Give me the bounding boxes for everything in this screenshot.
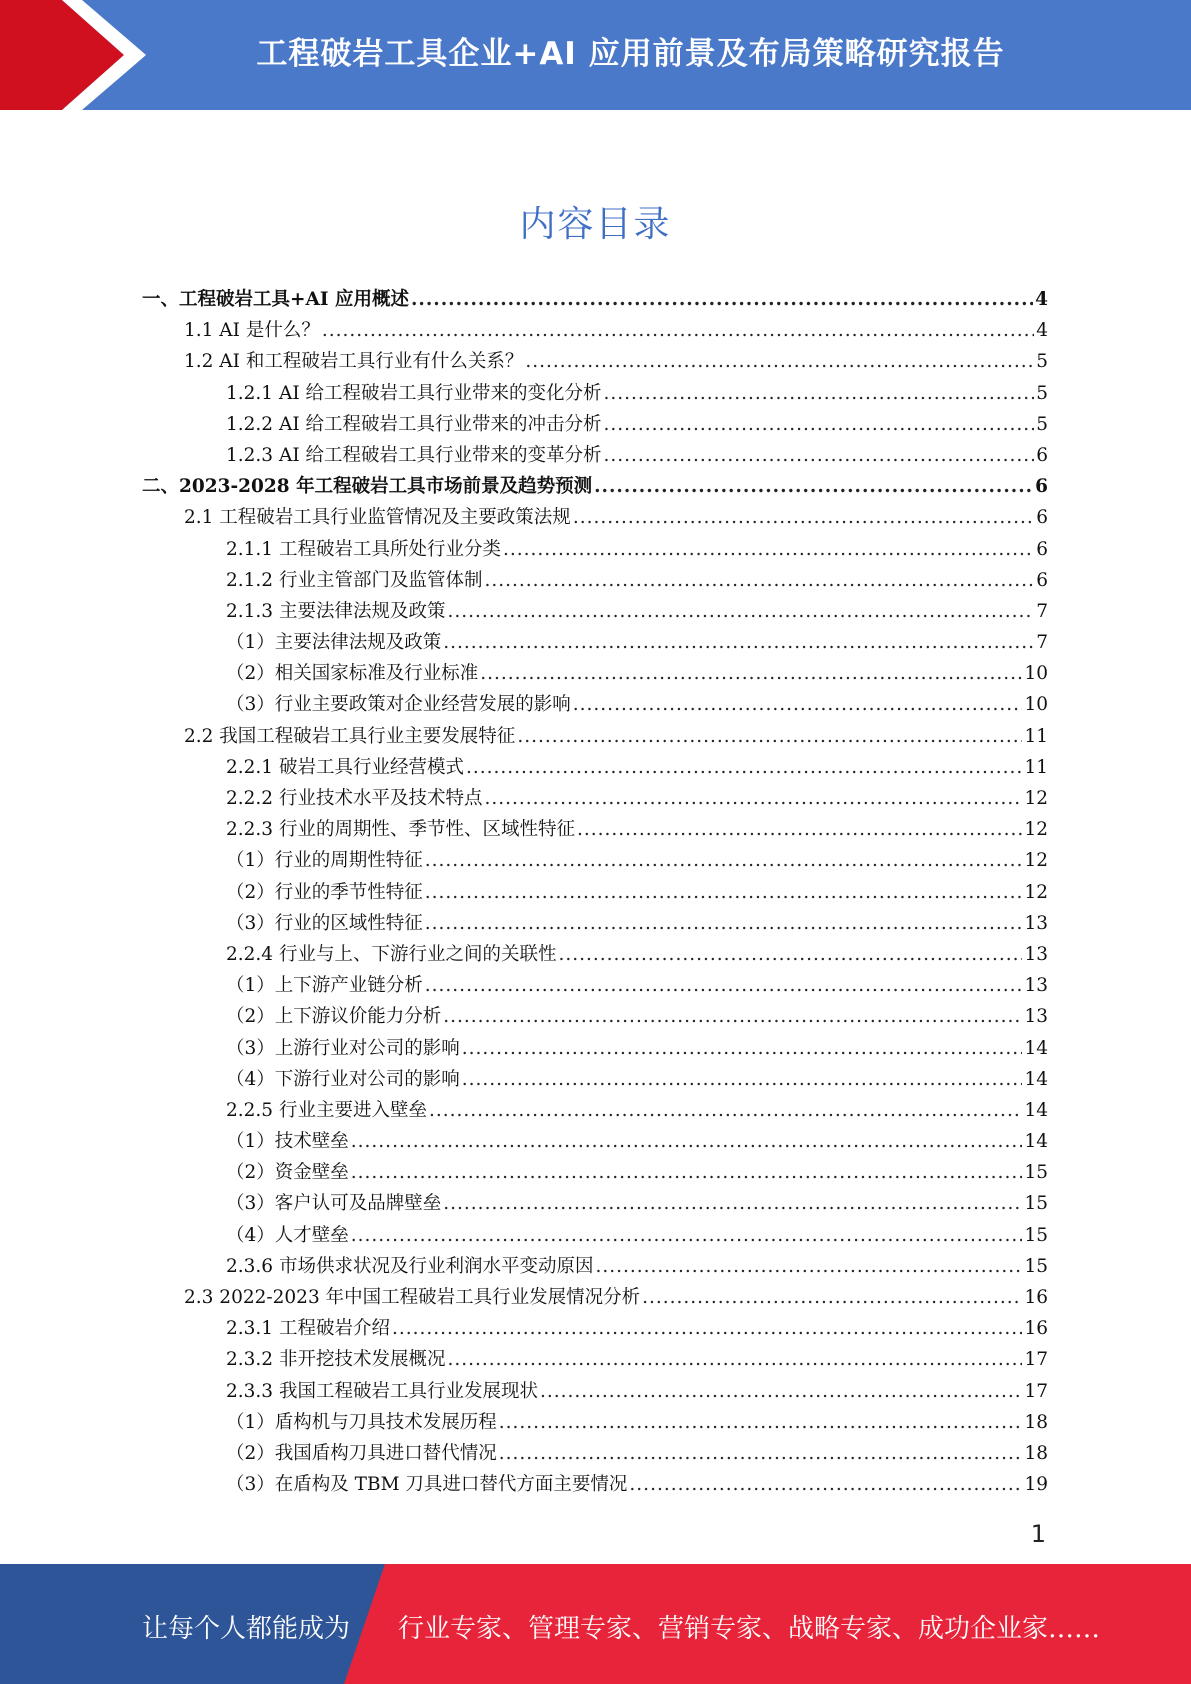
toc-entry[interactable] — [142, 503, 1048, 534]
toc-entry-page: 12 — [1024, 881, 1048, 903]
toc-dot-leader — [429, 1100, 1022, 1121]
toc-dot-leader — [604, 383, 1035, 404]
footer-banner — [0, 1564, 1191, 1684]
toc-dot-leader — [447, 1349, 1022, 1370]
toc-dot-leader — [443, 632, 1034, 653]
footer-slogan-right: 行业专家、管理专家、营销专家、战略专家、成功企业家…… — [398, 1614, 1101, 1644]
toc-entry[interactable] — [142, 1408, 1048, 1439]
toc-entry-label: 2.3.1 工程破岩介绍 — [226, 1318, 390, 1340]
toc-entry-page: 15 — [1024, 1162, 1048, 1184]
toc-entry-label: （2）行业的季节性特征 — [226, 881, 423, 903]
toc-dot-leader — [425, 975, 1023, 996]
toc-entry-label: 2.2.4 行业与上、下游行业之间的关联性 — [226, 943, 557, 965]
toc-dot-leader — [517, 726, 1022, 747]
toc-entry-label: 2.1.1 工程破岩工具所处行业分类 — [226, 538, 501, 560]
toc-entry[interactable] — [142, 379, 1048, 410]
toc-entry-label: 2.2.3 行业的周期性、季节性、区域性特征 — [226, 819, 575, 841]
toc-dot-leader — [594, 476, 1033, 497]
toc-entry[interactable] — [142, 441, 1048, 472]
toc-dot-leader — [540, 1381, 1022, 1402]
toc-entry[interactable] — [142, 940, 1048, 971]
toc-dot-leader — [577, 819, 1022, 840]
toc-entry-page: 5 — [1036, 382, 1048, 404]
toc-entry-label: 2.3.6 市场供求状况及行业利润水平变动原因 — [226, 1255, 594, 1277]
toc-entry[interactable] — [142, 472, 1048, 503]
toc-entry[interactable] — [142, 285, 1048, 316]
toc-entry[interactable] — [142, 1314, 1048, 1345]
toc-entry-page: 11 — [1024, 756, 1048, 778]
toc-entry-label: （1）主要法律法规及政策 — [226, 632, 442, 654]
toc-entry-page: 14 — [1024, 1099, 1048, 1121]
toc-entry-page: 4 — [1036, 320, 1048, 342]
toc-entry-page: 13 — [1024, 975, 1048, 997]
toc-entry-label: 1.2.2 AI 给工程破岩工具行业带来的冲击分析 — [226, 413, 602, 435]
toc-entry-page: 6 — [1036, 538, 1048, 560]
footer-slogan-left: 让每个人都能成为 — [142, 1614, 351, 1644]
toc-entry-label: （1）技术壁垒 — [226, 1131, 349, 1153]
toc-entry-label: （3）在盾构及 TBM 刀具进口替代方面主要情况 — [226, 1474, 628, 1496]
toc-entry-page: 15 — [1024, 1255, 1048, 1277]
toc-entry-page: 10 — [1024, 694, 1048, 716]
toc-dot-leader — [484, 788, 1022, 809]
toc-entry-label: 2.1.2 行业主管部门及监管体制 — [226, 569, 483, 591]
toc-entry-page: 19 — [1024, 1474, 1048, 1496]
toc-dot-leader — [484, 570, 1034, 591]
toc-entry-page: 13 — [1024, 912, 1048, 934]
toc-entry[interactable] — [142, 1065, 1048, 1096]
toc-entry-page: 18 — [1024, 1442, 1048, 1464]
toc-entry-page: 6 — [1035, 476, 1048, 498]
toc-dot-leader — [499, 1443, 1023, 1464]
toc-entry[interactable] — [142, 316, 1048, 347]
toc-dot-leader — [425, 882, 1023, 903]
toc-dot-leader — [351, 1225, 1023, 1246]
toc-dot-leader — [425, 913, 1023, 934]
toc-entry-label: （2）相关国家标准及行业标准 — [226, 663, 479, 685]
toc-entry-page: 17 — [1024, 1380, 1048, 1402]
toc-entry-page: 12 — [1024, 850, 1048, 872]
toc-entry-label: 一、工程破岩工具+AI 应用概述 — [142, 289, 409, 310]
toc-dot-leader — [604, 445, 1035, 466]
toc-entry-label: （2）我国盾构刀具进口替代情况 — [226, 1442, 497, 1464]
toc-dot-leader — [499, 1412, 1023, 1433]
toc-dot-leader — [604, 414, 1035, 435]
toc-entry[interactable] — [142, 1127, 1048, 1158]
toc-entry[interactable] — [142, 1252, 1048, 1283]
toc-dot-leader — [443, 1193, 1022, 1214]
toc-entry[interactable] — [142, 1377, 1048, 1408]
toc-entry-page: 5 — [1036, 413, 1048, 435]
toc-dot-leader — [525, 351, 1034, 372]
toc-entry-page: 17 — [1024, 1349, 1048, 1371]
toc-entry-label: （1）行业的周期性特征 — [226, 850, 423, 872]
toc-entry-page: 10 — [1024, 663, 1048, 685]
toc-entry-label: 2.1.3 主要法律法规及政策 — [226, 600, 446, 622]
toc-entry-label: 1.1 AI 是什么？ — [184, 320, 320, 342]
toc-entry-page: 11 — [1024, 725, 1048, 747]
toc-entry-label: （1）盾构机与刀具技术发展历程 — [226, 1411, 497, 1433]
toc-entry[interactable] — [142, 1002, 1048, 1033]
toc-entry-label: （3）行业主要政策对企业经营发展的影响 — [226, 694, 571, 716]
toc-entry-label: 2.3.2 非开挖技术发展概况 — [226, 1349, 446, 1371]
toc-entry-page: 12 — [1024, 788, 1048, 809]
toc-entry-label: 1.2.1 AI 给工程破岩工具行业带来的变化分析 — [226, 382, 602, 404]
toc-entry[interactable] — [142, 784, 1048, 815]
toc-entry-page: 7 — [1036, 632, 1048, 654]
toc-entry-page: 12 — [1024, 819, 1048, 841]
toc-entry-label: （1）上下游产业链分析 — [226, 975, 423, 997]
toc-dot-leader — [447, 601, 1034, 622]
toc-entry[interactable] — [142, 971, 1048, 1002]
toc-entry-page: 14 — [1024, 1068, 1048, 1090]
toc-entry-page: 14 — [1024, 1037, 1048, 1059]
toc-entry-label: 1.2 AI 和工程破岩工具行业有什么关系？ — [184, 351, 524, 373]
toc-entry[interactable] — [142, 659, 1048, 690]
toc-entry[interactable] — [142, 909, 1048, 940]
toc-dot-leader — [425, 850, 1023, 871]
toc-entry-label: （2）上下游议价能力分析 — [226, 1006, 442, 1028]
toc-entry[interactable] — [142, 1221, 1048, 1252]
toc-entry-page: 5 — [1036, 351, 1048, 373]
toc-entry-label: （2）资金壁垒 — [226, 1162, 349, 1184]
toc-entry-page: 7 — [1036, 600, 1048, 622]
toc-entry[interactable] — [142, 1034, 1048, 1065]
toc-entry-page: 13 — [1024, 943, 1048, 965]
header-chevron-decoration — [0, 0, 160, 110]
toc-dot-leader — [351, 1131, 1023, 1152]
toc-entry[interactable] — [142, 1345, 1048, 1376]
toc-entry-page: 16 — [1024, 1287, 1048, 1308]
toc-entry-label: （3）上游行业对公司的影响 — [226, 1037, 460, 1059]
toc-entry-page: 18 — [1024, 1411, 1048, 1433]
toc-entry-page: 14 — [1024, 1131, 1048, 1153]
toc-entry-page: 16 — [1024, 1318, 1048, 1340]
header-banner — [0, 0, 1191, 110]
toc-entry[interactable] — [142, 597, 1048, 628]
toc-entry[interactable] — [142, 535, 1048, 566]
toc-entry[interactable] — [142, 878, 1048, 909]
toc-dot-leader — [462, 1069, 1023, 1090]
toc-entry[interactable] — [142, 1189, 1048, 1220]
toc-entry-label: 2.2.1 破岩工具行业经营模式 — [226, 756, 464, 778]
toc-entry[interactable] — [142, 1470, 1048, 1501]
toc-dot-leader — [573, 507, 1034, 528]
toc-entry-label: 2.3.3 我国工程破岩工具行业发展现状 — [226, 1380, 538, 1402]
toc-dot-leader — [351, 1162, 1023, 1183]
report-title: 工程破岩工具企业+AI 应用前景及布局策略研究报告 — [256, 36, 1005, 72]
toc-entry-page: 15 — [1024, 1193, 1048, 1215]
toc-dot-leader — [595, 1256, 1022, 1277]
toc-entry-label: 2.1 工程破岩工具行业监管情况及主要政策法规 — [184, 507, 571, 529]
toc-dot-leader — [642, 1287, 1022, 1308]
toc-entry-page: 6 — [1036, 569, 1048, 591]
toc-entry-label: 2.3 2022-2023 年中国工程破岩工具行业发展情况分析 — [184, 1287, 641, 1308]
toc-dot-leader — [392, 1318, 1022, 1339]
toc-dot-leader — [480, 663, 1022, 684]
toc-entry-page: 6 — [1036, 507, 1048, 529]
toc-entry[interactable] — [142, 410, 1048, 441]
toc-entry[interactable] — [142, 690, 1048, 721]
toc-entry-label: （4）人才壁垒 — [226, 1224, 349, 1246]
toc-entry-label: （3）客户认可及品牌壁垒 — [226, 1193, 442, 1215]
toc-dot-leader — [411, 289, 1033, 310]
toc-dot-leader — [573, 694, 1023, 715]
toc-entry[interactable] — [142, 1283, 1048, 1314]
toc-entry-page: 4 — [1035, 289, 1048, 310]
toc-entry[interactable] — [142, 815, 1048, 846]
toc-entry-label: （3）行业的区域性特征 — [226, 912, 423, 934]
toc-entry-label: 二、2023-2028 年工程破岩工具市场前景及趋势预测 — [142, 476, 593, 498]
toc-entry[interactable] — [142, 722, 1048, 753]
toc-entry-label: 2.2.2 行业技术水平及技术特点 — [226, 788, 483, 809]
toc-entry-page: 15 — [1024, 1224, 1048, 1246]
toc-dot-leader — [462, 1038, 1023, 1059]
toc-entry-page: 6 — [1036, 444, 1048, 466]
toc-entry[interactable] — [142, 1096, 1048, 1127]
toc-dot-leader — [466, 757, 1022, 778]
toc-entry[interactable] — [142, 753, 1048, 784]
toc-entry[interactable] — [142, 628, 1048, 659]
toc-dot-leader — [558, 944, 1022, 965]
toc-title: 内容目录 — [519, 204, 672, 245]
toc-entry-label: 2.2.5 行业主要进入壁垒 — [226, 1099, 427, 1121]
table-of-contents — [142, 285, 1048, 1501]
toc-dot-leader — [443, 1006, 1022, 1027]
toc-entry-label: 1.2.3 AI 给工程破岩工具行业带来的变革分析 — [226, 444, 602, 466]
toc-dot-leader — [322, 320, 1034, 341]
toc-entry[interactable] — [142, 566, 1048, 597]
toc-dot-leader — [503, 539, 1034, 560]
toc-dot-leader — [629, 1474, 1022, 1495]
toc-entry-label: （4）下游行业对公司的影响 — [226, 1068, 460, 1090]
toc-entry-page: 13 — [1024, 1006, 1048, 1028]
toc-entry[interactable] — [142, 846, 1048, 877]
toc-entry[interactable] — [142, 347, 1048, 378]
toc-entry-label: 2.2 我国工程破岩工具行业主要发展特征 — [184, 725, 516, 747]
toc-entry[interactable] — [142, 1439, 1048, 1470]
page-number: 1 — [1030, 1520, 1046, 1548]
toc-entry[interactable] — [142, 1158, 1048, 1189]
